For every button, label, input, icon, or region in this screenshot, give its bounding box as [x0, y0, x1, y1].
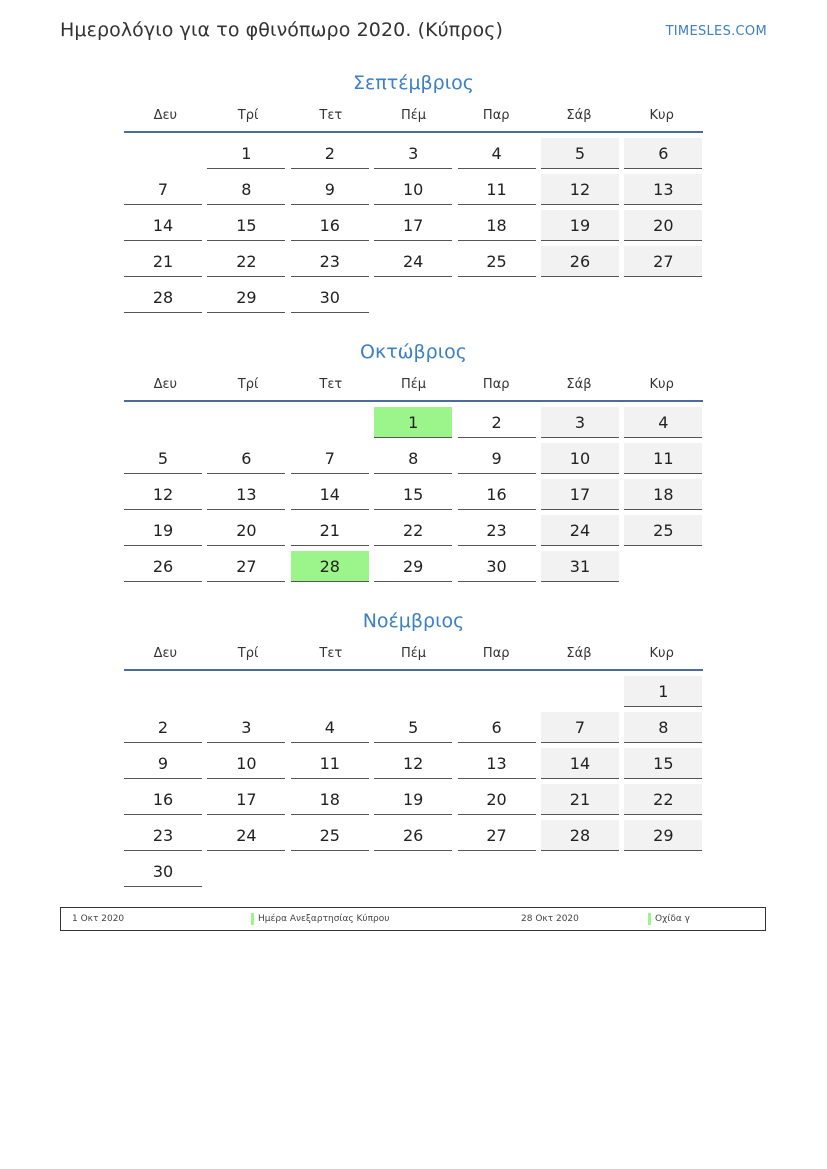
week-row	[124, 676, 703, 712]
empty-day-cell	[124, 676, 202, 706]
day-cell: 15	[374, 479, 452, 510]
empty-day-cell	[458, 856, 536, 886]
week-row	[124, 174, 703, 210]
legend-name-text: Ημέρα Ανεξαρτησίας Κύπρου	[258, 914, 390, 924]
day-cell: 4	[624, 407, 702, 438]
day-cell: 8	[624, 712, 702, 743]
legend-holiday-name	[648, 914, 690, 924]
weekday-label: Σάβ	[566, 646, 592, 661]
empty-day-cell	[374, 676, 452, 706]
day-cell: 22	[624, 784, 702, 815]
weekday-label: Δευ	[153, 646, 178, 661]
weekday-label: Πέμ	[400, 646, 427, 661]
day-cell: 26	[374, 820, 452, 851]
day-cell: 10	[541, 443, 619, 474]
day-cell: 9	[124, 748, 202, 779]
weekday-label: Τετ	[319, 108, 343, 123]
day-cell: 28	[124, 282, 202, 313]
weekday-label: Κυρ	[649, 377, 674, 392]
day-cell: 21	[124, 246, 202, 277]
day-cell: 15	[624, 748, 702, 779]
week-row	[124, 515, 703, 551]
day-cell: 20	[458, 784, 536, 815]
week-row	[124, 479, 703, 515]
day-cell: 10	[374, 174, 452, 205]
weekday-label: Τρί	[237, 646, 259, 661]
day-cell: 30	[458, 551, 536, 582]
day-cell: 26	[541, 246, 619, 277]
day-cell: 3	[374, 138, 452, 169]
day-cell: 28	[541, 820, 619, 851]
day-cell: 6	[458, 712, 536, 743]
day-cell: 22	[374, 515, 452, 546]
day-cell: 23	[124, 820, 202, 851]
day-cell: 1	[624, 676, 702, 707]
day-cell: 24	[541, 515, 619, 546]
empty-day-cell	[291, 407, 369, 437]
day-cell: 29	[207, 282, 285, 313]
day-cell: 23	[458, 515, 536, 546]
week-row	[124, 138, 703, 174]
week-row	[124, 443, 703, 479]
day-cell: 21	[291, 515, 369, 546]
day-cell: 5	[541, 138, 619, 169]
weekday-header	[124, 101, 703, 133]
day-cell: 29	[374, 551, 452, 582]
week-row	[124, 712, 703, 748]
week-row	[124, 784, 703, 820]
weekday-label: Τρί	[237, 377, 259, 392]
empty-day-cell	[541, 676, 619, 706]
month-november	[124, 606, 703, 892]
day-cell: 25	[458, 246, 536, 277]
day-cell: 24	[374, 246, 452, 277]
holiday-color-swatch	[251, 913, 254, 925]
day-cell: 16	[291, 210, 369, 241]
day-cell: 17	[541, 479, 619, 510]
day-cell: 13	[458, 748, 536, 779]
empty-day-cell	[207, 676, 285, 706]
month-title: Οκτώβριος	[360, 341, 467, 363]
month-october	[124, 337, 703, 587]
holiday-legend	[60, 907, 766, 931]
day-cell: 12	[374, 748, 452, 779]
day-cell: 13	[624, 174, 702, 205]
legend-date: 28 Οκτ 2020	[521, 914, 579, 924]
day-cell: 5	[124, 443, 202, 474]
day-cell: 7	[541, 712, 619, 743]
day-cell: 18	[624, 479, 702, 510]
day-cell: 19	[124, 515, 202, 546]
weekday-label: Δευ	[153, 108, 178, 123]
day-cell: 6	[207, 443, 285, 474]
weekday-label: Σάβ	[566, 108, 592, 123]
day-cell: 8	[374, 443, 452, 474]
week-row	[124, 551, 703, 587]
day-cell: 23	[291, 246, 369, 277]
day-cell: 9	[291, 174, 369, 205]
day-cell: 27	[624, 246, 702, 277]
day-cell: 2	[291, 138, 369, 169]
empty-day-cell	[374, 282, 452, 312]
week-row	[124, 748, 703, 784]
week-rows	[124, 407, 703, 587]
day-cell: 3	[541, 407, 619, 438]
day-cell: 11	[291, 748, 369, 779]
day-cell: 5	[374, 712, 452, 743]
weekday-label: Παρ	[482, 646, 510, 661]
week-row	[124, 820, 703, 856]
weekday-label: Τετ	[319, 377, 343, 392]
day-cell: 8	[207, 174, 285, 205]
day-cell: 19	[541, 210, 619, 241]
day-cell: 11	[458, 174, 536, 205]
day-cell: 17	[374, 210, 452, 241]
weekday-header	[124, 370, 703, 402]
day-cell: 17	[207, 784, 285, 815]
empty-day-cell	[374, 856, 452, 886]
day-cell: 4	[291, 712, 369, 743]
day-cell: 21	[541, 784, 619, 815]
day-cell: 24	[207, 820, 285, 851]
day-cell: 20	[624, 210, 702, 241]
weekday-label: Τρί	[237, 108, 259, 123]
weekday-header	[124, 639, 703, 671]
day-cell: 20	[207, 515, 285, 546]
empty-day-cell	[458, 676, 536, 706]
week-row	[124, 246, 703, 282]
day-cell: 12	[124, 479, 202, 510]
empty-day-cell	[124, 138, 202, 168]
weekday-label: Κυρ	[649, 646, 674, 661]
day-cell: 31	[541, 551, 619, 582]
brand-link[interactable]: TIMESLES.COM	[665, 24, 767, 39]
day-cell: 2	[124, 712, 202, 743]
week-row	[124, 407, 703, 443]
holiday-day-cell: 28	[291, 551, 369, 582]
day-cell: 1	[207, 138, 285, 169]
empty-day-cell	[624, 856, 702, 886]
day-cell: 16	[458, 479, 536, 510]
day-cell: 11	[624, 443, 702, 474]
empty-day-cell	[207, 856, 285, 886]
day-cell: 27	[207, 551, 285, 582]
day-cell: 30	[124, 856, 202, 887]
day-cell: 3	[207, 712, 285, 743]
day-cell: 18	[458, 210, 536, 241]
day-cell: 22	[207, 246, 285, 277]
weekday-label: Πέμ	[400, 377, 427, 392]
week-row	[124, 856, 703, 892]
day-cell: 16	[124, 784, 202, 815]
day-cell: 30	[291, 282, 369, 313]
month-september	[124, 68, 703, 318]
month-title: Νοέμβριος	[362, 610, 465, 632]
empty-day-cell	[624, 282, 702, 312]
week-rows	[124, 138, 703, 318]
day-cell: 14	[541, 748, 619, 779]
day-cell: 25	[624, 515, 702, 546]
day-cell: 6	[624, 138, 702, 169]
weekday-label: Κυρ	[649, 108, 674, 123]
holiday-day-cell: 1	[374, 407, 452, 438]
holiday-color-swatch	[648, 913, 651, 925]
day-cell: 7	[291, 443, 369, 474]
day-cell: 27	[458, 820, 536, 851]
empty-day-cell	[541, 856, 619, 886]
day-cell: 29	[624, 820, 702, 851]
day-cell: 14	[291, 479, 369, 510]
weekday-label: Δευ	[153, 377, 178, 392]
empty-day-cell	[541, 282, 619, 312]
day-cell: 12	[541, 174, 619, 205]
day-cell: 4	[458, 138, 536, 169]
week-row	[124, 210, 703, 246]
day-cell: 2	[458, 407, 536, 438]
day-cell: 19	[374, 784, 452, 815]
legend-name-text: Οχίδα γ	[655, 914, 690, 924]
empty-day-cell	[458, 282, 536, 312]
month-title: Σεπτέμβριος	[353, 72, 474, 94]
empty-day-cell	[624, 551, 702, 581]
day-cell: 25	[291, 820, 369, 851]
week-rows	[124, 676, 703, 892]
empty-day-cell	[291, 676, 369, 706]
day-cell: 14	[124, 210, 202, 241]
week-row	[124, 282, 703, 318]
weekday-label: Σάβ	[566, 377, 592, 392]
weekday-label: Τετ	[319, 646, 343, 661]
legend-holiday-name	[251, 914, 389, 924]
day-cell: 26	[124, 551, 202, 582]
empty-day-cell	[207, 407, 285, 437]
day-cell: 9	[458, 443, 536, 474]
day-cell: 15	[207, 210, 285, 241]
weekday-label: Παρ	[482, 108, 510, 123]
legend-date: 1 Οκτ 2020	[72, 914, 125, 924]
day-cell: 18	[291, 784, 369, 815]
page-title: Ημερολόγιο για το φθινόπωρο 2020. (Κύπρος)	[60, 19, 503, 41]
empty-day-cell	[124, 407, 202, 437]
empty-day-cell	[291, 856, 369, 886]
day-cell: 10	[207, 748, 285, 779]
weekday-label: Πέμ	[400, 108, 427, 123]
day-cell: 13	[207, 479, 285, 510]
weekday-label: Παρ	[482, 377, 510, 392]
day-cell: 7	[124, 174, 202, 205]
